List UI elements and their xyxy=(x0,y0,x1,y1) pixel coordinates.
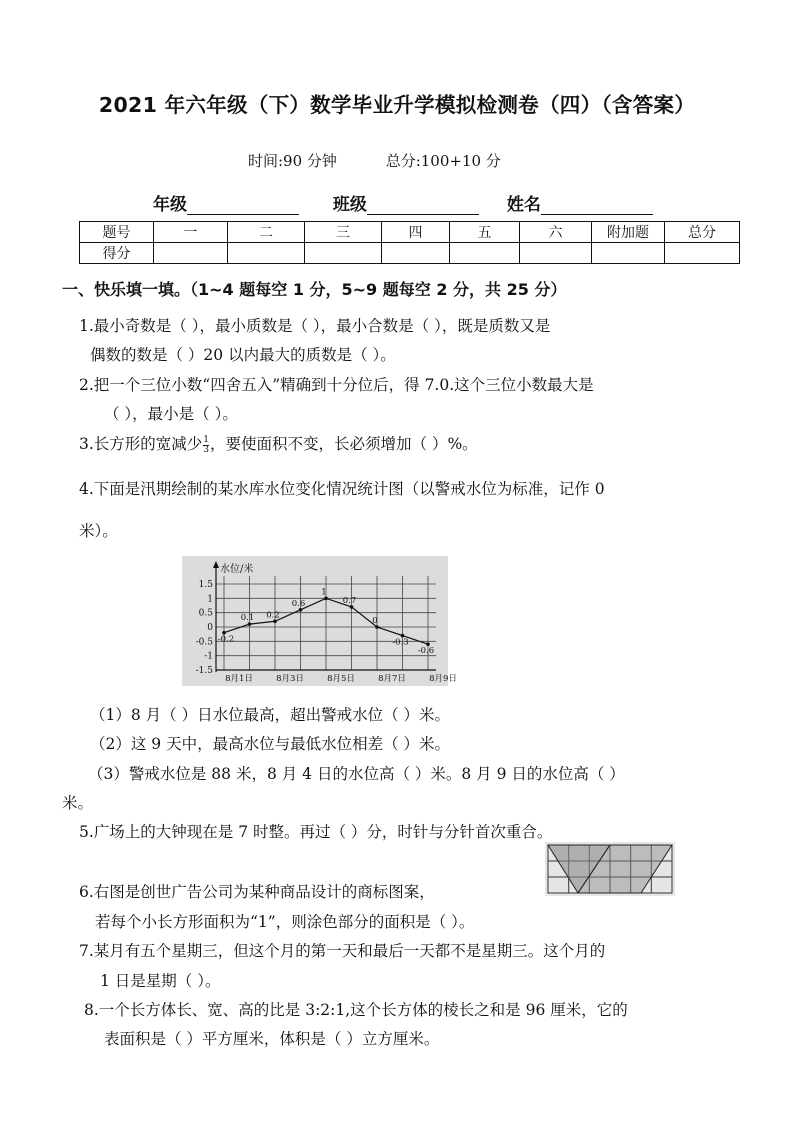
score-row-label: 得分 xyxy=(80,243,154,264)
x-tick-label: 8月9日 xyxy=(429,674,457,684)
trademark-figure xyxy=(545,842,675,896)
time-limit: 时间:90 分钟 xyxy=(248,152,337,170)
score-input-cell[interactable] xyxy=(665,243,740,264)
y-tick-label: 1.5 xyxy=(198,580,213,590)
grade-blank[interactable] xyxy=(187,196,299,215)
question-2-line-1: 2.把一个三位小数“四舍五入”精确到十分位后，得 7.0.这个三位小数最大是 xyxy=(79,376,594,394)
score-input-cell[interactable] xyxy=(450,243,520,264)
question-4-2: （2）这 9 天中，最高水位与最低水位相差（ ）米。 xyxy=(90,735,451,753)
score-cell: 题号 xyxy=(80,222,154,243)
question-8-line-1: 8.一个长方体长、宽、高的比是 3:2:1,这个长方体的棱长之和是 96 厘米，它的 xyxy=(84,1001,628,1019)
class-blank[interactable] xyxy=(367,196,479,215)
question-1-line-1: 1.最小奇数是（ ），最小质数是（ ），最小合数是（ ），既是质数又是 xyxy=(79,317,551,335)
question-3 xyxy=(79,432,478,455)
fraction-numerator: 1 xyxy=(203,434,210,445)
data-label: -0.2 xyxy=(217,634,235,645)
y-tick-label: -1 xyxy=(204,651,213,662)
score-cell: 六 xyxy=(520,222,592,243)
x-tick-label: 8月1日 xyxy=(225,674,253,684)
score-input-cell[interactable] xyxy=(592,243,665,264)
question-2-line-2: （ ），最小是（ ）。 xyxy=(104,405,238,423)
water-level-chart-photo xyxy=(182,556,457,686)
data-label: 0.1 xyxy=(240,613,255,624)
question-4-line-1: 4.下面是汛期绘制的某水库水位变化情况统计图（以警戒水位为标准，记作 0 xyxy=(79,480,605,498)
question-1-line-2: 偶数的数是（ ）20 以内最大的质数是（ ）。 xyxy=(90,346,396,364)
question-4-3: （3）警戒水位是 88 米，8 月 4 日的水位高（ ）米。8 月 9 日的水位高（ ） xyxy=(88,765,625,783)
question-8-line-2: 表面积是（ ）平方厘米，体积是（ ）立方厘米。 xyxy=(104,1030,440,1048)
data-label: 0.7 xyxy=(342,595,357,606)
y-axis-arrow xyxy=(213,561,219,568)
question-6-line-1: 6.右图是创世广告公司为某种商品设计的商标图案， xyxy=(79,883,435,901)
score-cell: 一 xyxy=(154,222,228,243)
question-6-line-2: 若每个小长方形面积为“1”，则涂色部分的面积是（ ）。 xyxy=(95,913,475,931)
y-tick-label: 1 xyxy=(207,594,213,605)
data-label: 0.6 xyxy=(291,598,306,609)
score-table-score-row xyxy=(80,243,740,264)
fraction-denominator: 3 xyxy=(203,444,210,455)
data-label: -0.6 xyxy=(417,646,435,657)
score-input-cell[interactable] xyxy=(154,243,228,264)
score-cell: 三 xyxy=(305,222,382,243)
exam-meta xyxy=(248,150,545,171)
x-tick-label: 8月3日 xyxy=(276,674,304,684)
y-tick-label: -1.5 xyxy=(195,666,213,676)
score-input-cell[interactable] xyxy=(520,243,592,264)
question-7-line-1: 7.某月有五个星期三，但这个月的第一天和最后一天都不是星期三。这个月的 xyxy=(79,942,606,960)
data-label: 0.2 xyxy=(266,610,280,621)
question-4-3-cont: 米。 xyxy=(62,794,94,812)
data-label: 1 xyxy=(321,587,327,598)
trademark-grid xyxy=(545,842,675,896)
water-level-chart xyxy=(182,556,457,686)
x-tick-label: 8月5日 xyxy=(327,674,355,684)
section-1-heading: 一、快乐填一填。（1~4 题每空 1 分，5~9 题每空 2 分，共 25 分） xyxy=(62,280,567,299)
total-score: 总分:100+10 分 xyxy=(385,152,501,170)
grade-label: 年级 xyxy=(153,195,187,215)
y-axis-label: 水位/米 xyxy=(220,564,254,575)
data-label: -0.3 xyxy=(392,637,409,648)
y-tick-label: 0 xyxy=(207,623,213,633)
score-cell: 附加题 xyxy=(592,222,665,243)
question-3-text: 3.长方形的宽减少 xyxy=(79,435,203,453)
student-info xyxy=(153,190,653,215)
score-cell: 总分 xyxy=(665,222,740,243)
score-table xyxy=(79,221,740,264)
score-cell: 四 xyxy=(382,222,450,243)
x-tick-label: 8月7日 xyxy=(378,674,406,684)
name-label: 姓名 xyxy=(506,195,541,215)
score-cell: 二 xyxy=(228,222,305,243)
page-title: 2021 年六年级（下）数学毕业升学模拟检测卷（四）（含答案） xyxy=(98,93,696,117)
question-4-1: （1）8 月（ ）日水位最高，超出警戒水位（ ）米。 xyxy=(90,706,451,724)
question-3-text-end: ，要使面积不变，长必须增加（ ）%。 xyxy=(210,435,478,453)
score-input-cell[interactable] xyxy=(305,243,382,264)
question-4-line-2: 米）。 xyxy=(79,522,118,540)
name-blank[interactable] xyxy=(541,196,653,215)
class-label: 班级 xyxy=(332,195,367,215)
score-table-header-row xyxy=(80,222,740,243)
fraction xyxy=(203,436,209,455)
question-5: 5.广场上的大钟现在是 7 时整。再过（ ）分，时针与分针首次重合。 xyxy=(79,823,553,841)
score-input-cell[interactable] xyxy=(228,243,305,264)
score-cell: 五 xyxy=(450,222,520,243)
y-tick-label: -0.5 xyxy=(195,637,213,648)
score-input-cell[interactable] xyxy=(382,243,450,264)
data-label: 0 xyxy=(372,616,378,626)
y-tick-label: 0.5 xyxy=(198,608,213,619)
question-7-line-2: 1 日是星期（ ）。 xyxy=(100,972,221,990)
